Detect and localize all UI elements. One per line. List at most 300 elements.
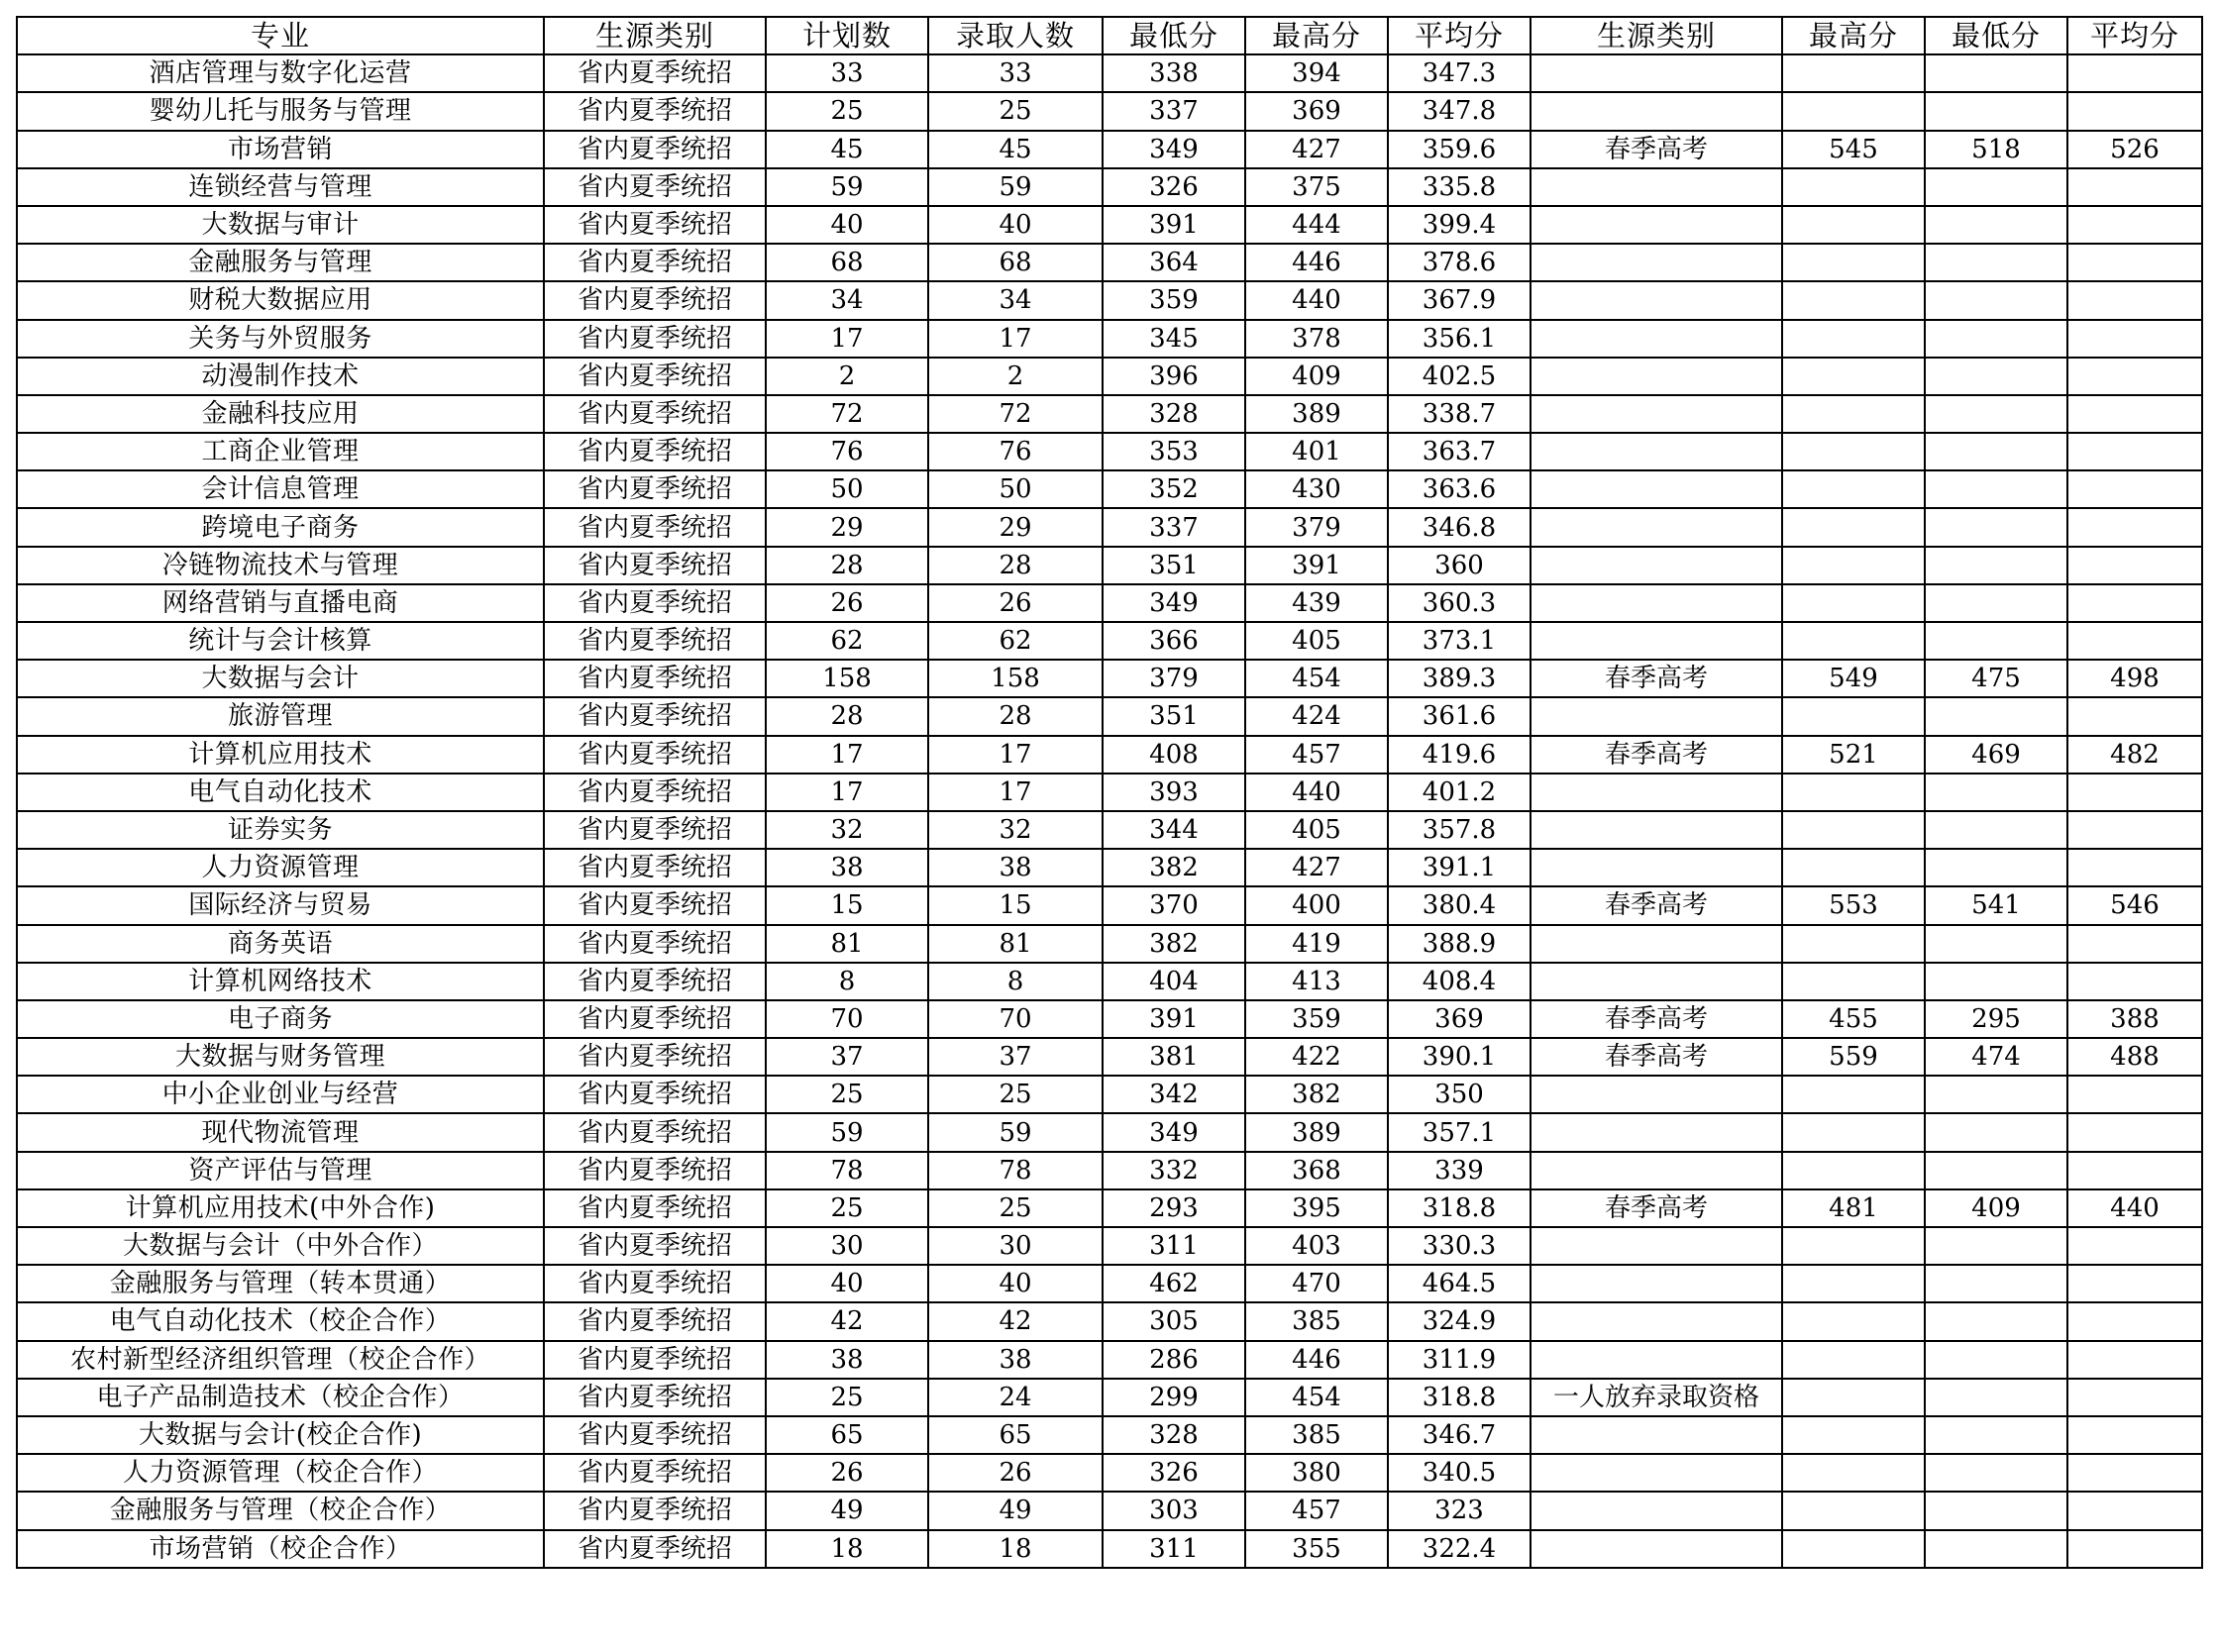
admitted-count-cell: 42 [928, 1302, 1103, 1340]
max-score-cell: 385 [1245, 1302, 1388, 1340]
spring-avg-score-cell [2067, 92, 2202, 130]
source-type-cell: 省内夏季统招 [544, 886, 766, 924]
source-type-cell: 省内夏季统招 [544, 622, 766, 660]
header-spring-min-score: 最低分 [1925, 17, 2067, 54]
spring-source-type-cell [1531, 470, 1782, 508]
plan-count-cell: 18 [766, 1530, 928, 1568]
avg-score-cell: 388.9 [1388, 925, 1531, 963]
spring-avg-score-cell [2067, 1416, 2202, 1454]
spring-source-type-cell [1531, 925, 1782, 963]
spring-min-score-cell: 474 [1925, 1038, 2067, 1076]
admitted-count-cell: 15 [928, 886, 1103, 924]
table-row [17, 92, 2202, 130]
source-type-cell: 省内夏季统招 [544, 697, 766, 735]
spring-avg-score-cell [2067, 1302, 2202, 1340]
source-type-cell: 省内夏季统招 [544, 168, 766, 206]
major-cell: 中小企业创业与经营 [17, 1076, 544, 1113]
spring-max-score-cell [1782, 358, 1925, 395]
plan-count-cell: 65 [766, 1416, 928, 1454]
spring-min-score-cell [1925, 320, 2067, 358]
source-type-cell: 省内夏季统招 [544, 1189, 766, 1227]
major-cell: 关务与外贸服务 [17, 320, 544, 358]
source-type-cell: 省内夏季统招 [544, 1492, 766, 1529]
plan-count-cell: 50 [766, 470, 928, 508]
spring-max-score-cell [1782, 508, 1925, 546]
spring-source-type-cell: 春季高考 [1531, 886, 1782, 924]
admitted-count-cell: 2 [928, 358, 1103, 395]
source-type-cell: 省内夏季统招 [544, 1265, 766, 1302]
source-type-cell: 省内夏季统招 [544, 1379, 766, 1416]
table-row [17, 660, 2202, 697]
plan-count-cell: 32 [766, 811, 928, 849]
avg-score-cell: 357.8 [1388, 811, 1531, 849]
min-score-cell: 359 [1103, 281, 1245, 319]
plan-count-cell: 37 [766, 1038, 928, 1076]
avg-score-cell: 369 [1388, 1000, 1531, 1038]
avg-score-cell: 464.5 [1388, 1265, 1531, 1302]
table-row [17, 811, 2202, 849]
source-type-cell: 省内夏季统招 [544, 1227, 766, 1265]
admitted-count-cell: 45 [928, 131, 1103, 168]
source-type-cell: 省内夏季统招 [544, 1302, 766, 1340]
min-score-cell: 391 [1103, 206, 1245, 244]
spring-avg-score-cell [2067, 963, 2202, 1000]
source-type-cell: 省内夏季统招 [544, 584, 766, 622]
min-score-cell: 337 [1103, 92, 1245, 130]
max-score-cell: 391 [1245, 547, 1388, 584]
min-score-cell: 382 [1103, 925, 1245, 963]
spring-min-score-cell [1925, 244, 2067, 281]
plan-count-cell: 158 [766, 660, 928, 697]
spring-source-type-cell [1531, 358, 1782, 395]
admitted-count-cell: 81 [928, 925, 1103, 963]
spring-source-type-cell [1531, 54, 1782, 92]
table-row [17, 547, 2202, 584]
spring-max-score-cell [1782, 1227, 1925, 1265]
min-score-cell: 393 [1103, 774, 1245, 811]
spring-max-score-cell [1782, 395, 1925, 433]
spring-max-score-cell [1782, 92, 1925, 130]
source-type-cell: 省内夏季统招 [544, 131, 766, 168]
max-score-cell: 389 [1245, 395, 1388, 433]
spring-source-type-cell [1531, 1076, 1782, 1113]
spring-max-score-cell [1782, 168, 1925, 206]
max-score-cell: 400 [1245, 886, 1388, 924]
max-score-cell: 424 [1245, 697, 1388, 735]
avg-score-cell: 339 [1388, 1152, 1531, 1189]
admission-score-table [16, 16, 2203, 1569]
source-type-cell: 省内夏季统招 [544, 1152, 766, 1189]
spring-avg-score-cell [2067, 811, 2202, 849]
spring-min-score-cell [1925, 1113, 2067, 1151]
table-row [17, 774, 2202, 811]
admitted-count-cell: 59 [928, 168, 1103, 206]
major-cell: 电气自动化技术 [17, 774, 544, 811]
avg-score-cell: 338.7 [1388, 395, 1531, 433]
table-row [17, 1038, 2202, 1076]
spring-max-score-cell [1782, 433, 1925, 470]
max-score-cell: 379 [1245, 508, 1388, 546]
table-row [17, 470, 2202, 508]
avg-score-cell: 367.9 [1388, 281, 1531, 319]
major-cell: 金融服务与管理（转本贯通） [17, 1265, 544, 1302]
max-score-cell: 427 [1245, 849, 1388, 886]
spring-min-score-cell [1925, 1341, 2067, 1379]
admitted-count-cell: 25 [928, 92, 1103, 130]
source-type-cell: 省内夏季统招 [544, 547, 766, 584]
avg-score-cell: 357.1 [1388, 1113, 1531, 1151]
admitted-count-cell: 78 [928, 1152, 1103, 1189]
header-max-score: 最高分 [1245, 17, 1388, 54]
spring-avg-score-cell [2067, 1113, 2202, 1151]
major-cell: 市场营销（校企合作） [17, 1530, 544, 1568]
plan-count-cell: 59 [766, 168, 928, 206]
header-major: 专业 [17, 17, 544, 54]
max-score-cell: 368 [1245, 1152, 1388, 1189]
spring-min-score-cell [1925, 547, 2067, 584]
spring-max-score-cell: 521 [1782, 736, 1925, 774]
admitted-count-cell: 30 [928, 1227, 1103, 1265]
admitted-count-cell: 59 [928, 1113, 1103, 1151]
admitted-count-cell: 24 [928, 1379, 1103, 1416]
spring-avg-score-cell [2067, 584, 2202, 622]
avg-score-cell: 408.4 [1388, 963, 1531, 1000]
source-type-cell: 省内夏季统招 [544, 1416, 766, 1454]
source-type-cell: 省内夏季统招 [544, 508, 766, 546]
table-row [17, 131, 2202, 168]
spring-source-type-cell [1531, 395, 1782, 433]
plan-count-cell: 25 [766, 92, 928, 130]
admitted-count-cell: 26 [928, 584, 1103, 622]
max-score-cell: 382 [1245, 1076, 1388, 1113]
min-score-cell: 332 [1103, 1152, 1245, 1189]
avg-score-cell: 391.1 [1388, 849, 1531, 886]
max-score-cell: 394 [1245, 54, 1388, 92]
max-score-cell: 457 [1245, 736, 1388, 774]
source-type-cell: 省内夏季统招 [544, 1000, 766, 1038]
spring-source-type-cell [1531, 244, 1782, 281]
source-type-cell: 省内夏季统招 [544, 925, 766, 963]
avg-score-cell: 419.6 [1388, 736, 1531, 774]
table-row [17, 206, 2202, 244]
spring-min-score-cell [1925, 1416, 2067, 1454]
spring-source-type-cell [1531, 1152, 1782, 1189]
header-admitted-count: 录取人数 [928, 17, 1103, 54]
table-row [17, 1530, 2202, 1568]
spring-source-type-cell [1531, 811, 1782, 849]
plan-count-cell: 76 [766, 433, 928, 470]
plan-count-cell: 17 [766, 736, 928, 774]
min-score-cell: 328 [1103, 395, 1245, 433]
spring-min-score-cell [1925, 925, 2067, 963]
major-cell: 统计与会计核算 [17, 622, 544, 660]
major-cell: 网络营销与直播电商 [17, 584, 544, 622]
max-score-cell: 355 [1245, 1530, 1388, 1568]
min-score-cell: 366 [1103, 622, 1245, 660]
source-type-cell: 省内夏季统招 [544, 1076, 766, 1113]
avg-score-cell: 347.3 [1388, 54, 1531, 92]
major-cell: 电子商务 [17, 1000, 544, 1038]
min-score-cell: 391 [1103, 1000, 1245, 1038]
max-score-cell: 413 [1245, 963, 1388, 1000]
table-row [17, 1227, 2202, 1265]
max-score-cell: 409 [1245, 358, 1388, 395]
spring-avg-score-cell [2067, 774, 2202, 811]
spring-avg-score-cell: 526 [2067, 131, 2202, 168]
admitted-count-cell: 29 [928, 508, 1103, 546]
avg-score-cell: 346.8 [1388, 508, 1531, 546]
min-score-cell: 396 [1103, 358, 1245, 395]
table-row [17, 1302, 2202, 1340]
spring-source-type-cell [1531, 320, 1782, 358]
header-plan-count: 计划数 [766, 17, 928, 54]
major-cell: 金融科技应用 [17, 395, 544, 433]
min-score-cell: 303 [1103, 1492, 1245, 1529]
min-score-cell: 338 [1103, 54, 1245, 92]
min-score-cell: 351 [1103, 547, 1245, 584]
source-type-cell: 省内夏季统招 [544, 1038, 766, 1076]
major-cell: 农村新型经济组织管理（校企合作） [17, 1341, 544, 1379]
max-score-cell: 375 [1245, 168, 1388, 206]
min-score-cell: 349 [1103, 131, 1245, 168]
max-score-cell: 446 [1245, 1341, 1388, 1379]
admitted-count-cell: 33 [928, 54, 1103, 92]
plan-count-cell: 26 [766, 584, 928, 622]
admitted-count-cell: 38 [928, 849, 1103, 886]
table-row [17, 1341, 2202, 1379]
max-score-cell: 405 [1245, 622, 1388, 660]
spring-avg-score-cell [2067, 395, 2202, 433]
table-row [17, 1189, 2202, 1227]
spring-avg-score-cell [2067, 1076, 2202, 1113]
avg-score-cell: 322.4 [1388, 1530, 1531, 1568]
min-score-cell: 344 [1103, 811, 1245, 849]
spring-max-score-cell [1782, 281, 1925, 319]
max-score-cell: 454 [1245, 1379, 1388, 1416]
spring-max-score-cell [1782, 584, 1925, 622]
spring-min-score-cell [1925, 1379, 2067, 1416]
major-cell: 人力资源管理（校企合作） [17, 1454, 544, 1492]
min-score-cell: 286 [1103, 1341, 1245, 1379]
major-cell: 金融服务与管理（校企合作） [17, 1492, 544, 1529]
source-type-cell: 省内夏季统招 [544, 206, 766, 244]
max-score-cell: 470 [1245, 1265, 1388, 1302]
major-cell: 金融服务与管理 [17, 244, 544, 281]
major-cell: 动漫制作技术 [17, 358, 544, 395]
spring-min-score-cell [1925, 54, 2067, 92]
spring-min-score-cell [1925, 849, 2067, 886]
plan-count-cell: 62 [766, 622, 928, 660]
source-type-cell: 省内夏季统招 [544, 736, 766, 774]
admitted-count-cell: 70 [928, 1000, 1103, 1038]
table-row [17, 320, 2202, 358]
source-type-cell: 省内夏季统招 [544, 1530, 766, 1568]
avg-score-cell: 399.4 [1388, 206, 1531, 244]
major-cell: 现代物流管理 [17, 1113, 544, 1151]
table-row [17, 1113, 2202, 1151]
min-score-cell: 364 [1103, 244, 1245, 281]
admitted-count-cell: 40 [928, 1265, 1103, 1302]
source-type-cell: 省内夏季统招 [544, 433, 766, 470]
major-cell: 电气自动化技术（校企合作） [17, 1302, 544, 1340]
max-score-cell: 378 [1245, 320, 1388, 358]
min-score-cell: 408 [1103, 736, 1245, 774]
major-cell: 商务英语 [17, 925, 544, 963]
spring-source-type-cell: 春季高考 [1531, 1189, 1782, 1227]
min-score-cell: 311 [1103, 1530, 1245, 1568]
min-score-cell: 462 [1103, 1265, 1245, 1302]
spring-source-type-cell: 春季高考 [1531, 1038, 1782, 1076]
spring-min-score-cell [1925, 433, 2067, 470]
major-cell: 大数据与会计(校企合作) [17, 1416, 544, 1454]
avg-score-cell: 378.6 [1388, 244, 1531, 281]
spring-avg-score-cell [2067, 433, 2202, 470]
spring-min-score-cell [1925, 206, 2067, 244]
source-type-cell: 省内夏季统招 [544, 774, 766, 811]
avg-score-cell: 318.8 [1388, 1189, 1531, 1227]
major-cell: 证券实务 [17, 811, 544, 849]
table-header-row [17, 17, 2202, 54]
avg-score-cell: 335.8 [1388, 168, 1531, 206]
min-score-cell: 311 [1103, 1227, 1245, 1265]
spring-max-score-cell [1782, 244, 1925, 281]
admitted-count-cell: 37 [928, 1038, 1103, 1076]
header-spring-avg-score: 平均分 [2067, 17, 2202, 54]
spring-min-score-cell [1925, 1265, 2067, 1302]
spring-max-score-cell [1782, 1530, 1925, 1568]
spring-avg-score-cell: 498 [2067, 660, 2202, 697]
admitted-count-cell: 26 [928, 1454, 1103, 1492]
max-score-cell: 440 [1245, 774, 1388, 811]
spring-source-type-cell [1531, 1302, 1782, 1340]
spring-min-score-cell [1925, 697, 2067, 735]
spring-max-score-cell [1782, 925, 1925, 963]
major-cell: 计算机网络技术 [17, 963, 544, 1000]
min-score-cell: 351 [1103, 697, 1245, 735]
plan-count-cell: 34 [766, 281, 928, 319]
spring-avg-score-cell [2067, 1379, 2202, 1416]
max-score-cell: 457 [1245, 1492, 1388, 1529]
major-cell: 大数据与审计 [17, 206, 544, 244]
header-spring-source-type: 生源类别 [1531, 17, 1782, 54]
plan-count-cell: 28 [766, 547, 928, 584]
max-score-cell: 446 [1245, 244, 1388, 281]
table-row [17, 395, 2202, 433]
source-type-cell: 省内夏季统招 [544, 281, 766, 319]
spring-avg-score-cell: 546 [2067, 886, 2202, 924]
plan-count-cell: 17 [766, 320, 928, 358]
avg-score-cell: 401.2 [1388, 774, 1531, 811]
avg-score-cell: 359.6 [1388, 131, 1531, 168]
plan-count-cell: 28 [766, 697, 928, 735]
spring-avg-score-cell [2067, 622, 2202, 660]
spring-source-type-cell [1531, 1113, 1782, 1151]
spring-max-score-cell: 559 [1782, 1038, 1925, 1076]
spring-source-type-cell [1531, 168, 1782, 206]
spring-max-score-cell [1782, 774, 1925, 811]
table-row [17, 244, 2202, 281]
admitted-count-cell: 49 [928, 1492, 1103, 1529]
header-source-type: 生源类别 [544, 17, 766, 54]
max-score-cell: 395 [1245, 1189, 1388, 1227]
avg-score-cell: 402.5 [1388, 358, 1531, 395]
max-score-cell: 405 [1245, 811, 1388, 849]
spring-avg-score-cell: 482 [2067, 736, 2202, 774]
major-cell: 会计信息管理 [17, 470, 544, 508]
spring-min-score-cell [1925, 1302, 2067, 1340]
spring-max-score-cell [1782, 622, 1925, 660]
spring-source-type-cell [1531, 584, 1782, 622]
admitted-count-cell: 25 [928, 1076, 1103, 1113]
plan-count-cell: 49 [766, 1492, 928, 1529]
spring-max-score-cell [1782, 1265, 1925, 1302]
admitted-count-cell: 158 [928, 660, 1103, 697]
min-score-cell: 342 [1103, 1076, 1245, 1113]
table-row [17, 1379, 2202, 1416]
min-score-cell: 370 [1103, 886, 1245, 924]
table-row [17, 281, 2202, 319]
spring-max-score-cell: 545 [1782, 131, 1925, 168]
avg-score-cell: 346.7 [1388, 1416, 1531, 1454]
spring-min-score-cell [1925, 774, 2067, 811]
spring-avg-score-cell [2067, 849, 2202, 886]
spring-source-type-cell [1531, 92, 1782, 130]
min-score-cell: 404 [1103, 963, 1245, 1000]
plan-count-cell: 25 [766, 1379, 928, 1416]
spring-source-type-cell [1531, 697, 1782, 735]
table-row [17, 358, 2202, 395]
admitted-count-cell: 76 [928, 433, 1103, 470]
admitted-count-cell: 8 [928, 963, 1103, 1000]
max-score-cell: 389 [1245, 1113, 1388, 1151]
spring-avg-score-cell [2067, 54, 2202, 92]
spring-min-score-cell: 409 [1925, 1189, 2067, 1227]
source-type-cell: 省内夏季统招 [544, 358, 766, 395]
table-row [17, 1000, 2202, 1038]
table-row [17, 697, 2202, 735]
min-score-cell: 305 [1103, 1302, 1245, 1340]
spring-min-score-cell: 475 [1925, 660, 2067, 697]
spring-avg-score-cell [2067, 244, 2202, 281]
spring-max-score-cell [1782, 1416, 1925, 1454]
major-cell: 大数据与会计（中外合作） [17, 1227, 544, 1265]
spring-avg-score-cell [2067, 1530, 2202, 1568]
table-row [17, 584, 2202, 622]
max-score-cell: 454 [1245, 660, 1388, 697]
plan-count-cell: 38 [766, 849, 928, 886]
spring-min-score-cell [1925, 1227, 2067, 1265]
spring-source-type-cell [1531, 1341, 1782, 1379]
min-score-cell: 328 [1103, 1416, 1245, 1454]
spring-avg-score-cell [2067, 1265, 2202, 1302]
avg-score-cell: 360.3 [1388, 584, 1531, 622]
avg-score-cell: 356.1 [1388, 320, 1531, 358]
max-score-cell: 419 [1245, 925, 1388, 963]
source-type-cell: 省内夏季统招 [544, 1341, 766, 1379]
spring-min-score-cell [1925, 584, 2067, 622]
spring-max-score-cell [1782, 849, 1925, 886]
source-type-cell: 省内夏季统招 [544, 54, 766, 92]
max-score-cell: 401 [1245, 433, 1388, 470]
admitted-count-cell: 25 [928, 1189, 1103, 1227]
table-row [17, 736, 2202, 774]
source-type-cell: 省内夏季统招 [544, 660, 766, 697]
spring-max-score-cell [1782, 547, 1925, 584]
major-cell: 电子产品制造技术（校企合作） [17, 1379, 544, 1416]
source-type-cell: 省内夏季统招 [544, 395, 766, 433]
spring-avg-score-cell: 488 [2067, 1038, 2202, 1076]
plan-count-cell: 33 [766, 54, 928, 92]
